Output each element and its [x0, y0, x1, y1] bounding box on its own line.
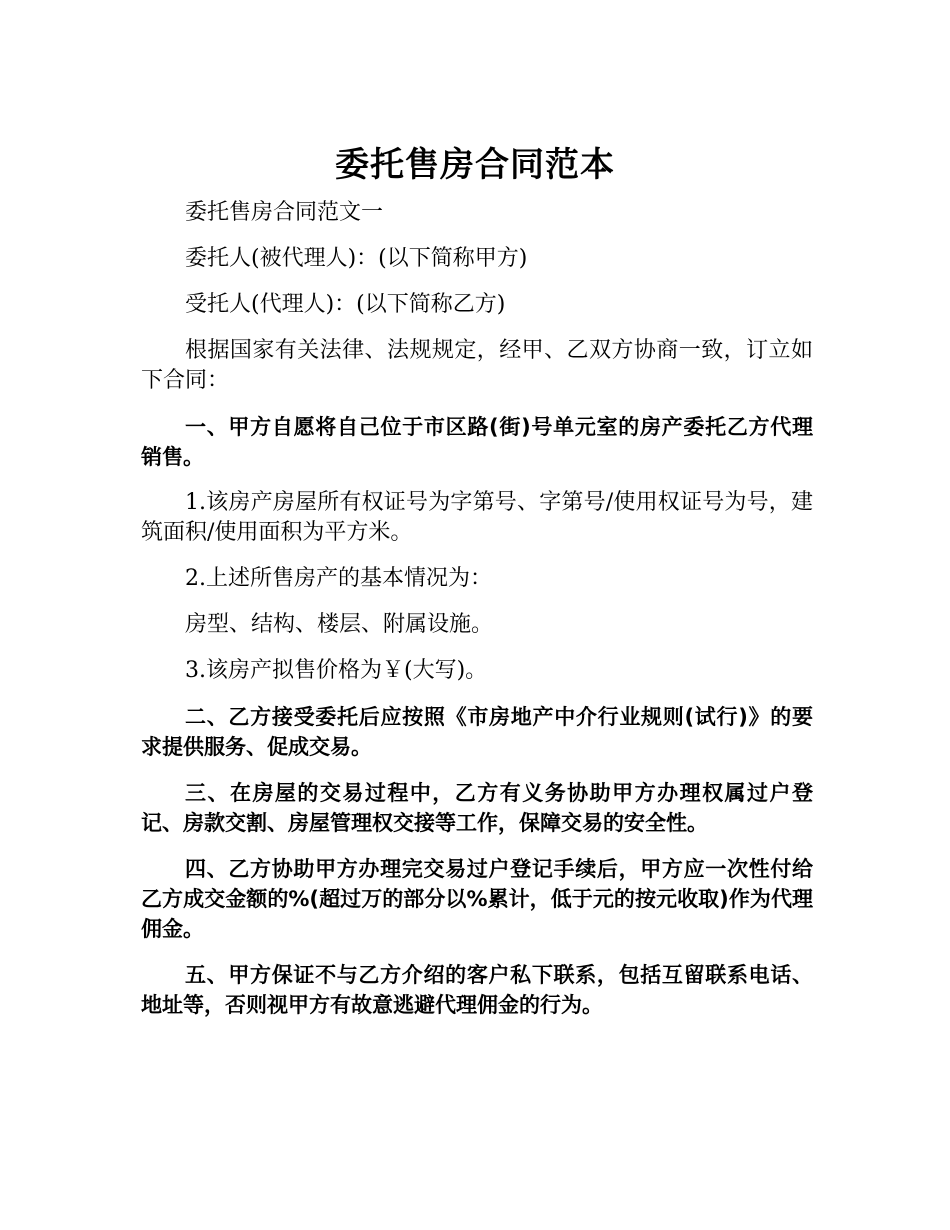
clause-3: 三、在房屋的交易过程中，乙方有义务协助甲方办理权属过户登记、房款交割、房屋管理权交接等工作，保障交易的安全性。: [141, 781, 813, 835]
paragraph-principal: 委托人(被代理人)：(以下简称甲方): [185, 246, 528, 271]
paragraph-agent: 受托人(代理人)：(以下简称乙方): [185, 292, 506, 317]
clause-1-heading: 一、甲方自愿将自己位于市区路(街)号单元室的房产委托乙方代理销售。: [141, 415, 813, 469]
paragraph-preamble: 根据国家有关法律、法规规定，经甲、乙双方协商一致，订立如下合同：: [141, 338, 813, 393]
clause-1-item-1: 1.该房产房屋所有权证号为字第号、字第号/使用权证号为号，建筑面积/使用面积为平方米。: [141, 490, 813, 545]
document-body: [141, 198, 813, 1036]
clause-1-item-2: 2.上述所售房产的基本情况为：: [185, 566, 492, 591]
clause-1-item-3: 3.该房产拟售价格为￥(大写)。: [185, 658, 488, 683]
document-title: 委托售房合同范本: [335, 144, 615, 185]
clause-1-item-2-detail: 房型、结构、楼层、附属设施。: [185, 612, 494, 637]
clause-4: 四、乙方协助甲方办理完交易过户登记手续后，甲方应一次性付给乙方成交金额的%(超过万的部分以%累计，低于元的按元收取)作为代理佣金。: [141, 857, 813, 941]
clause-5: 五、甲方保证不与乙方介绍的客户私下联系，包括互留联系电话、地址等，否则视甲方有故意逃避代理佣金的行为。: [141, 963, 813, 1017]
clause-2: 二、乙方接受委托后应按照《市房地产中介行业规则(试行)》的要求提供服务、促成交易。: [141, 705, 813, 759]
paragraph-contract-label: 委托售房合同范文一: [185, 200, 384, 225]
